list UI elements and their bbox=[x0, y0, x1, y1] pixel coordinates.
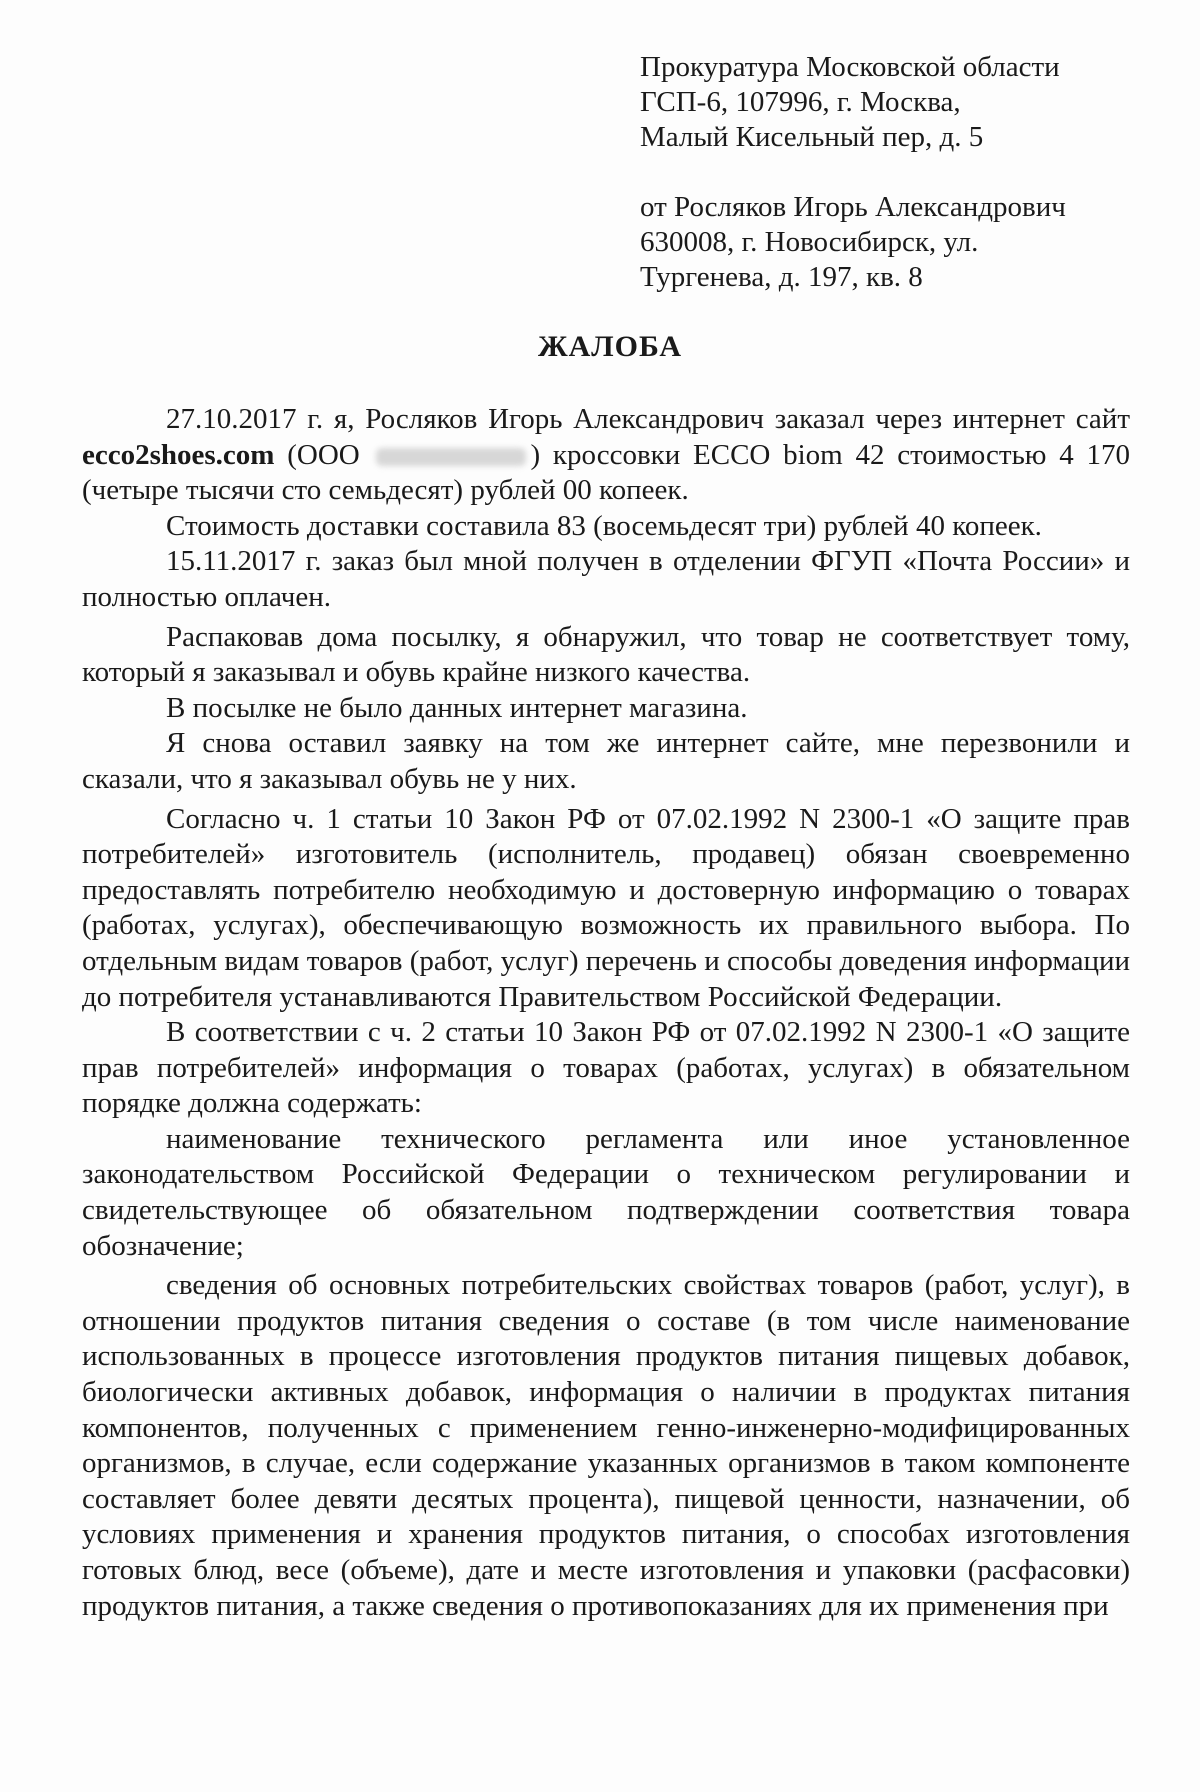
paragraph-law-part1: Согласно ч. 1 статьи 10 Закон РФ от 07.02.1992 N 2300-1 «О защите прав потребителей» изготовитель (исполнитель, продавец) обязан своевременно предоставлять потребителю необходимую и достоверную информацию о товарах (работах, услугах), обеспечивающую возможность их правильного выбора. По отдельным видам товаров (работ, услуг) перечень и способы доведения информации до потребителя устанавливаются Правительством Российской Федерации. bbox=[82, 802, 1130, 1013]
recipient-address bbox=[640, 50, 1060, 155]
paragraph-received: 15.11.2017 г. заказ был мной получен в отделении ФГУП «Почта России» и полностью оплачен. bbox=[82, 545, 1130, 613]
paragraph-order-text-b: (ООО bbox=[274, 438, 373, 471]
document-title-text: ЖАЛОБА bbox=[537, 330, 683, 363]
paragraph-order-text-c: ) кроссовки ECCO biom 42 стоимостью 4 170 (четыре тысячи сто семьдесят) рублей 00 копеек. bbox=[82, 438, 1130, 507]
redacted-company-name bbox=[376, 448, 526, 466]
paragraph-no-shop-data: В посылке не было данных интернет магазина. bbox=[166, 691, 748, 724]
paragraph-callback: Я снова оставил заявку на том же интернет сайте, мне перезвонили и сказали, что я заказывал обувь не у них. bbox=[82, 727, 1130, 795]
sender-address bbox=[640, 190, 1066, 295]
paragraph-regulation-name: наименование технического регламента или иное установленное законодательством Российской Федерации о техническом регулировании и свидетельствующее об обязательном подтверждении соответствия товара обозначение; bbox=[82, 1122, 1130, 1262]
paragraph-law-part2: В соответствии с ч. 2 статьи 10 Закон РФ от 07.02.1992 N 2300-1 «О защите прав потребителей» информация о товарах (работах, услугах) в обязательном порядке должна содержать: bbox=[82, 1016, 1130, 1120]
sender-line: Тургенева, д. 197, кв. 8 bbox=[640, 261, 923, 293]
complaint-body bbox=[82, 402, 1130, 1624]
recipient-line: ГСП-6, 107996, г. Москва, bbox=[640, 86, 961, 118]
paragraph-unpacked: Распаковав дома посылку, я обнаружил, что товар не соответствует тому, который я заказывал и обувь крайне низкого качества. bbox=[82, 620, 1130, 689]
recipient-line: Малый Кисельный пер, д. 5 bbox=[640, 121, 984, 153]
paragraph-order bbox=[82, 402, 1130, 509]
paragraph-order-text-a: 27.10.2017 г. я, Росляков Игорь Александрович заказал через интернет сайт bbox=[166, 403, 1130, 435]
recipient-line: Прокуратура Московской области bbox=[640, 51, 1060, 83]
paragraph-consumer-properties: сведения об основных потребительских свойствах товаров (работ, услуг), в отношении продуктов питания сведения о составе (в том числе наименование использованных в процессе изготовления продуктов питания пищевых добавок, биологически активных добавок, информация о наличии в продуктах питания компонентов, полученных с применением генно-инженерно-модифицированных организмов, в случае, если содержание указанных организмов в таком компоненте составляет более девяти десятых процента), пищевой ценности, назначении, об условиях применения и хранения продуктов питания, о способах изготовления готовых блюд, весе (объеме), дате и месте изготовления и упаковки (расфасовки) продуктов питания, а также сведения о противопоказаниях для их применения при bbox=[82, 1269, 1130, 1622]
website-domain: ecco2shoes.com bbox=[82, 438, 275, 471]
sender-line: от Росляков Игорь Александрович bbox=[640, 191, 1066, 223]
document-title bbox=[0, 330, 1200, 364]
paragraph-delivery: Стоимость доставки составила 83 (восемьдесят три) рублей 40 копеек. bbox=[166, 509, 1042, 542]
sender-line: 630008, г. Новосибирск, ул. bbox=[640, 226, 979, 258]
